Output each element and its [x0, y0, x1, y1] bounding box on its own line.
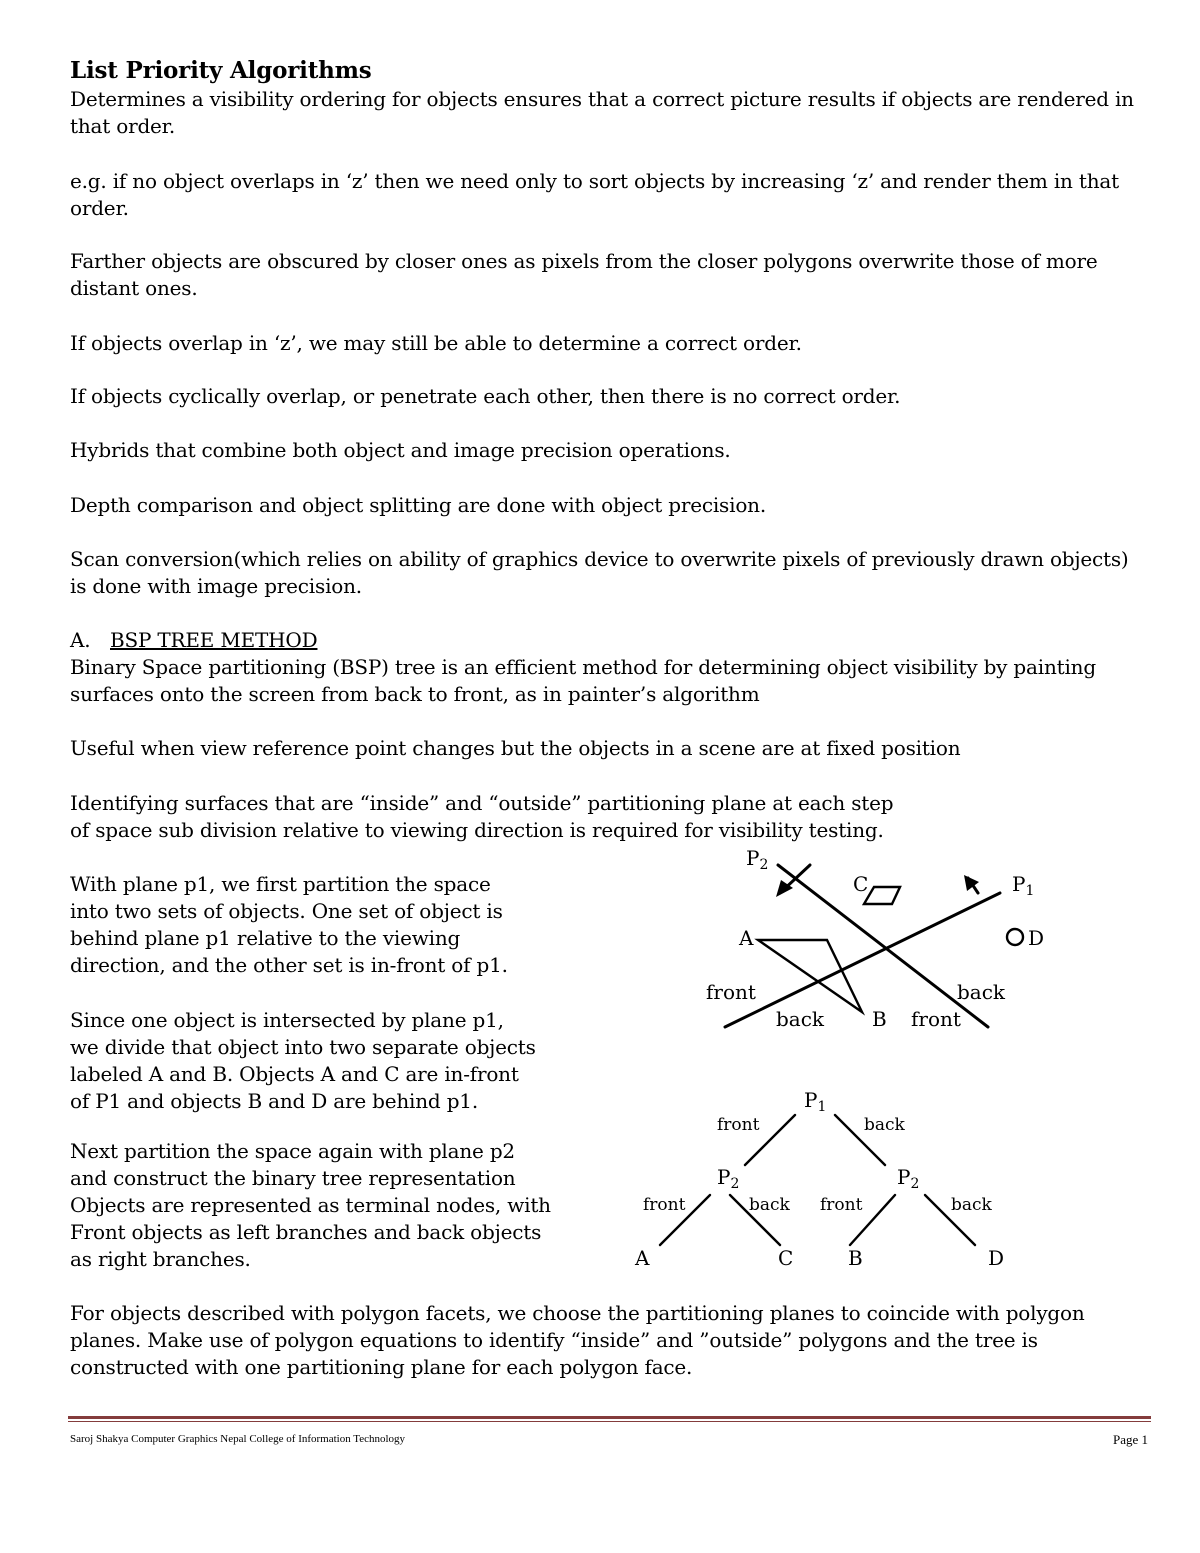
- footer-divider: [68, 1421, 1151, 1422]
- paragraph-line: Since one object is intersected by plane p1,: [70, 1008, 504, 1032]
- paragraph-line: is done with image precision.: [70, 574, 362, 598]
- tree-node-p2-left: $P_2$: [717, 1165, 740, 1192]
- diagram-label-back: back: [776, 1007, 825, 1031]
- paragraph-line: distant ones.: [70, 276, 198, 300]
- paragraph-line: Scan conversion(which relies on ability of graphics device to overwrite pixels of previously drawn objects): [70, 547, 1129, 571]
- tree-leaf-d: D: [988, 1246, 1005, 1270]
- tree-leaf-a: A: [635, 1246, 650, 1270]
- paragraph-line: Front objects as left branches and back objects: [70, 1220, 542, 1244]
- paragraph-line: With plane p1, we first partition the space: [70, 872, 491, 896]
- paragraph: Depth comparison and object splitting are done with object precision.: [70, 493, 766, 517]
- paragraph-line: Identifying surfaces that are “inside” and “outside” partitioning plane at each step: [70, 791, 894, 815]
- paragraph-line: planes. Make use of polygon equations to identify “inside” and ”outside” polygons and the tree is: [70, 1328, 1038, 1352]
- diagram-label-b: B: [872, 1007, 887, 1031]
- diagram-label-p2: $P_2$: [746, 846, 769, 873]
- page-number: Page 1: [1112, 1432, 1148, 1447]
- paragraph: Useful when view reference point changes but the objects in a scene are at fixed position: [70, 736, 961, 760]
- tree-edge-label-back: back: [951, 1195, 992, 1215]
- paragraph-line: labeled A and B. Objects A and C are in-front: [70, 1062, 519, 1086]
- page-title: List Priority Algorithms: [70, 57, 372, 84]
- paragraph: If objects cyclically overlap, or penetrate each other, then there is no correct order.: [70, 384, 901, 408]
- footer-text: Saroj Shakya Computer Graphics Nepal College of Information Technology: [70, 1433, 406, 1445]
- paragraph: Hybrids that combine both object and image precision operations.: [70, 438, 731, 462]
- paragraph: If objects overlap in ‘z’, we may still be able to determine a correct order.: [70, 331, 802, 355]
- tree-edge-label-front: front: [820, 1195, 863, 1215]
- paragraph-line: surfaces onto the screen from back to front, as in painter’s algorithm: [70, 682, 760, 706]
- object-d-circle: [1007, 929, 1023, 945]
- paragraph-line: of P1 and objects B and D are behind p1.: [70, 1089, 478, 1113]
- paragraph-line: Next partition the space again with plane p2: [70, 1139, 515, 1163]
- diagram-label-c: C: [853, 872, 869, 896]
- paragraph-line: into two sets of objects. One set of object is: [70, 899, 503, 923]
- tree-edge-label-front: front: [643, 1195, 686, 1215]
- tree-node-p2-right: $P_2$: [897, 1165, 920, 1192]
- paragraph-line: Farther objects are obscured by closer ones as pixels from the closer polygons overwrite those of more: [70, 249, 1098, 273]
- paragraph-line: of space sub division relative to viewing direction is required for visibility testing.: [70, 818, 884, 842]
- section-title: BSP TREE METHOD: [110, 628, 318, 652]
- footer-divider: [68, 1416, 1151, 1419]
- paragraph-line: order.: [70, 196, 129, 220]
- paragraph-line: For objects described with polygon facets, we choose the partitioning planes to coincide with polygon: [70, 1301, 1085, 1325]
- paragraph-line: as right branches.: [70, 1247, 251, 1271]
- diagram-label-front: front: [706, 980, 756, 1004]
- diagram-label-back: back: [957, 980, 1006, 1004]
- tree-edge-label-front: front: [717, 1115, 760, 1135]
- paragraph-line: that order.: [70, 114, 175, 138]
- diagram-label-a: A: [739, 926, 754, 950]
- object-a-b-triangle: [758, 940, 862, 1012]
- object-c-parallelogram: [864, 887, 900, 904]
- section-letter: A.: [70, 628, 91, 652]
- paragraph-line: Determines a visibility ordering for objects ensures that a correct picture results if objects are rendered in: [70, 87, 1134, 111]
- paragraph-line: e.g. if no object overlaps in ‘z’ then we need only to sort objects by increasing ‘z’ and render them in that: [70, 169, 1119, 193]
- paragraph-line: direction, and the other set is in-front of p1.: [70, 953, 508, 977]
- paragraph-line: constructed with one partitioning plane for each polygon face.: [70, 1355, 693, 1379]
- tree-node-p1: $P_1$: [804, 1088, 827, 1115]
- tree-edge-label-back: back: [749, 1195, 790, 1215]
- paragraph-line: behind plane p1 relative to the viewing: [70, 926, 461, 950]
- tree-edge-label-back: back: [864, 1115, 905, 1135]
- paragraph-line: we divide that object into two separate objects: [70, 1035, 536, 1059]
- paragraph-line: Binary Space partitioning (BSP) tree is an efficient method for determining object visibility by painting: [70, 655, 1096, 679]
- diagram-label-front: front: [911, 1007, 961, 1031]
- tree-leaf-b: B: [848, 1246, 863, 1270]
- paragraph-line: Objects are represented as terminal nodes, with: [70, 1193, 551, 1217]
- paragraph-line: and construct the binary tree representation: [70, 1166, 516, 1190]
- diagram-label-p1: $P_1$: [1012, 872, 1035, 899]
- tree-leaf-c: C: [778, 1246, 794, 1270]
- diagram-label-d: D: [1028, 926, 1045, 950]
